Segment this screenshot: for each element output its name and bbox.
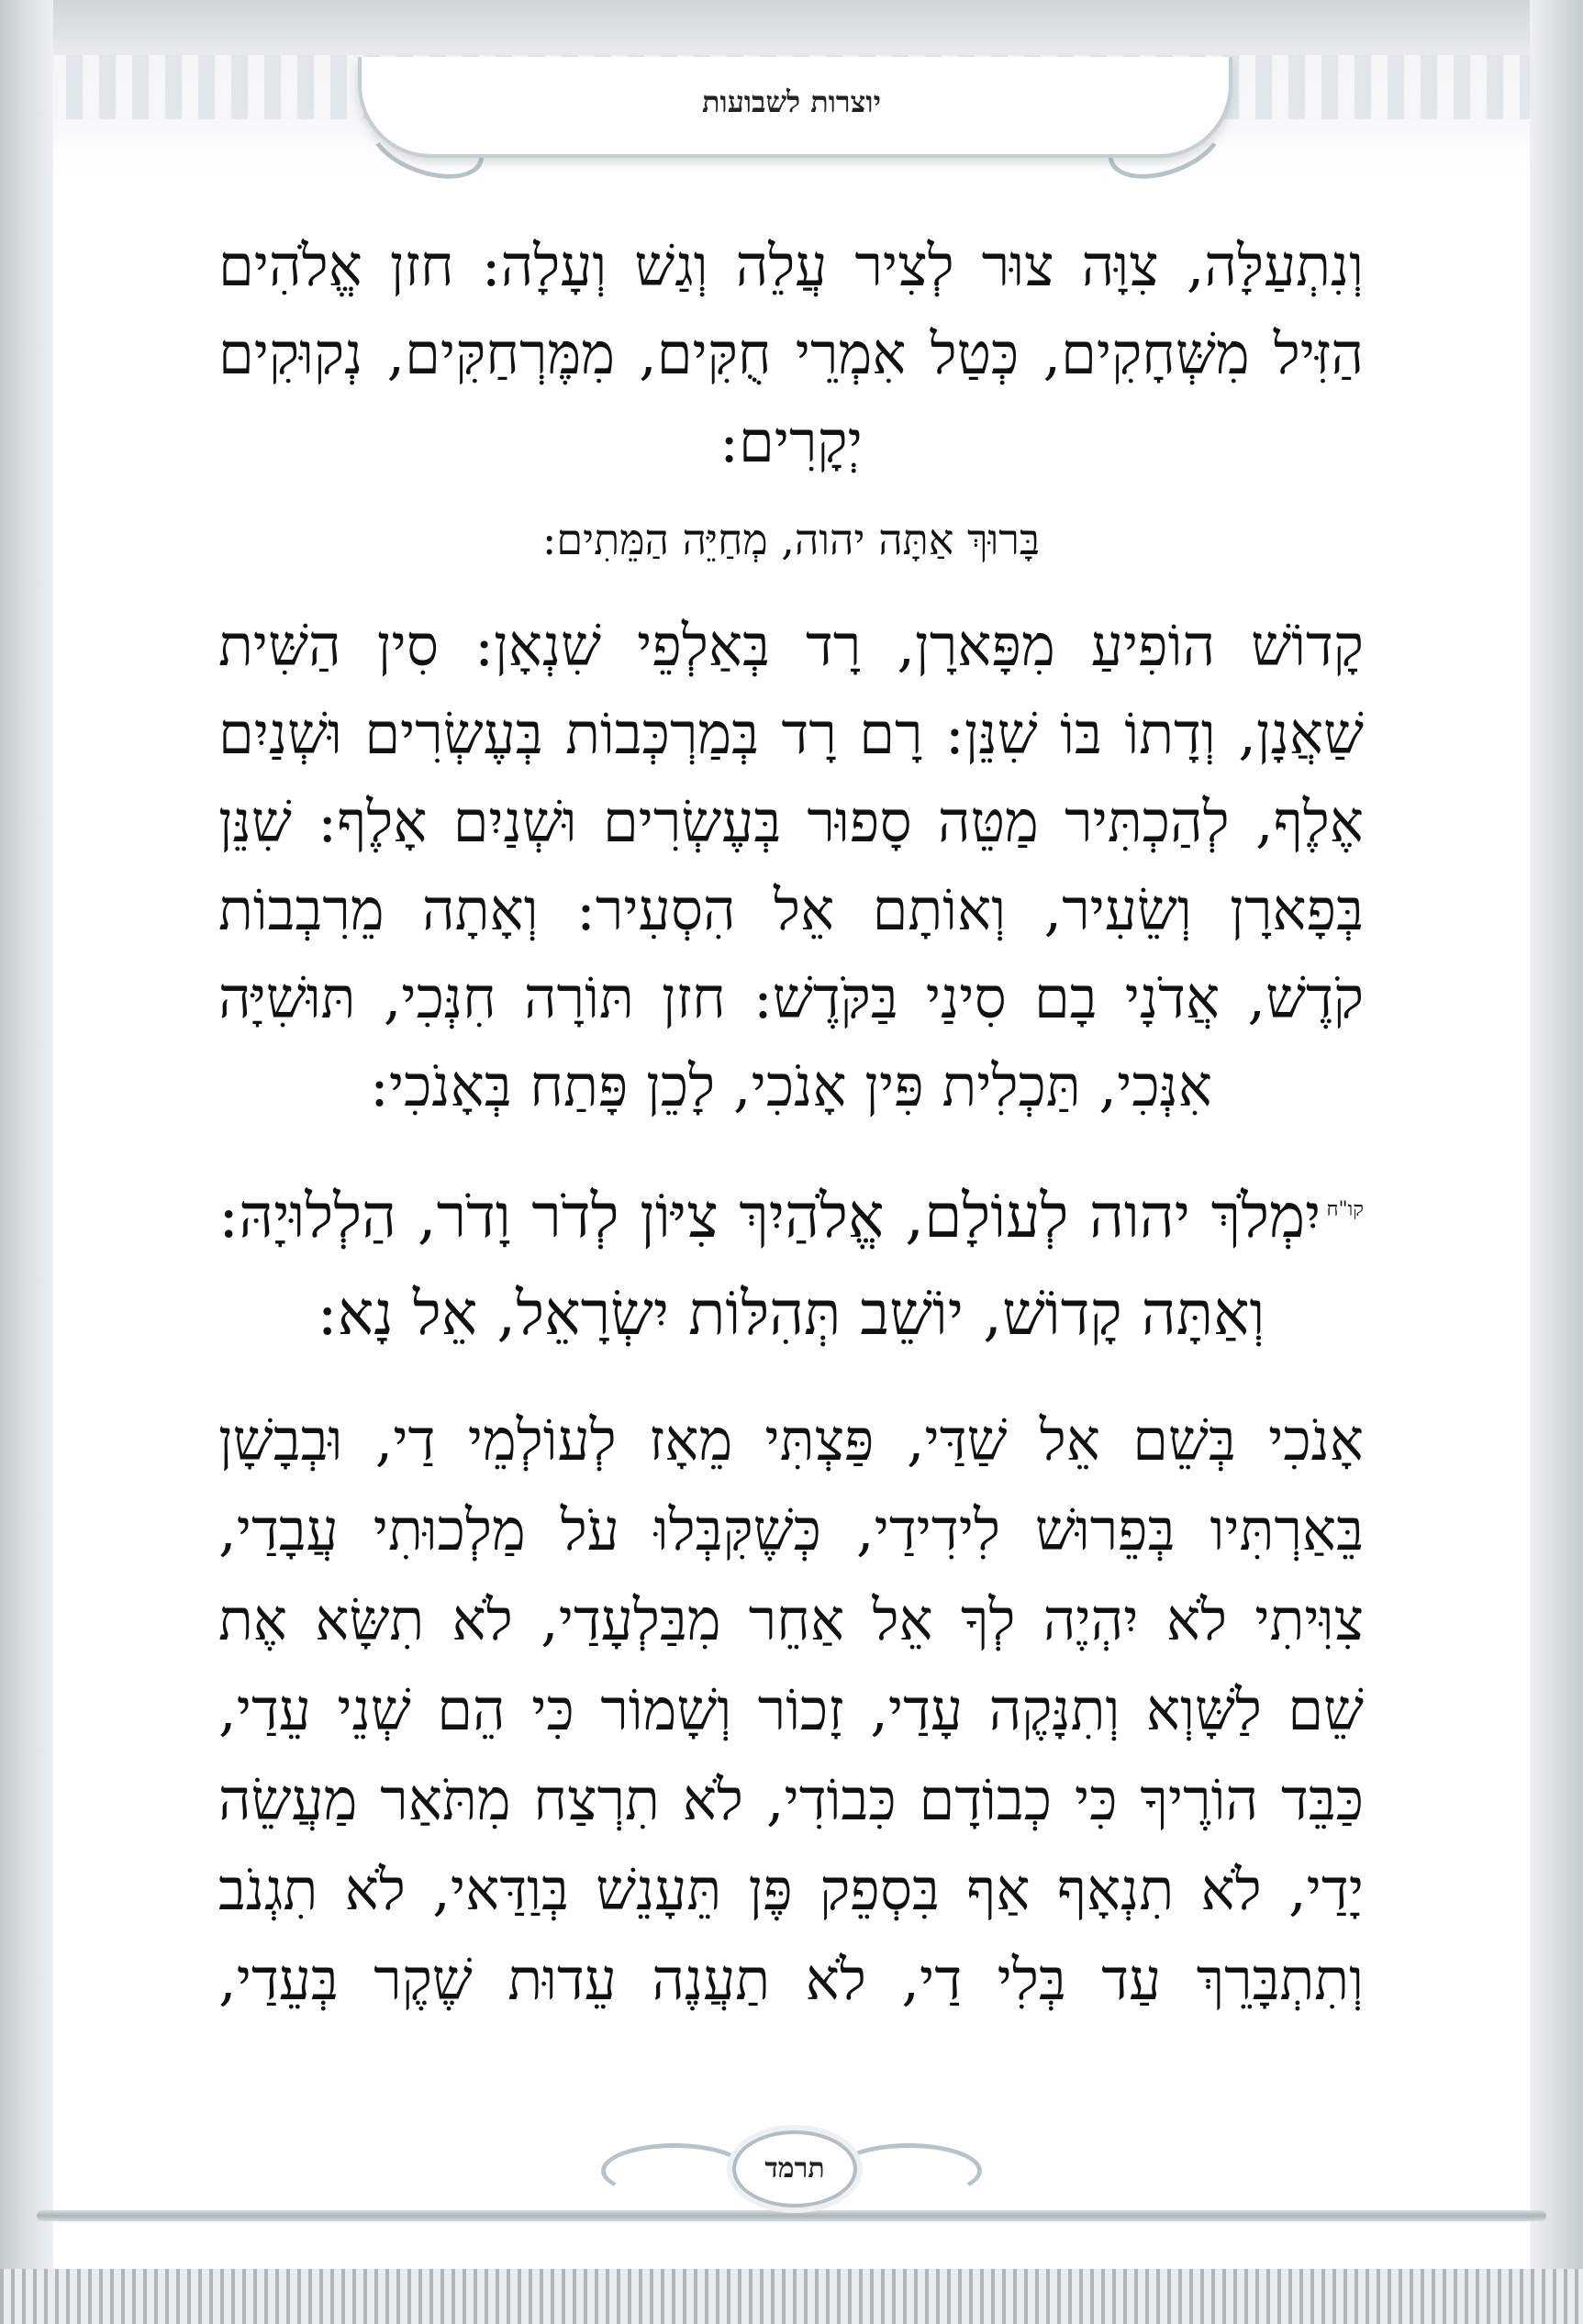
paragraph-4: אָנֹכִי בְּשֵׁם אֵל שַׁדַּי, פַּצְתִּי מֵאָז לְעוֹלְמֵי דַי, וּבְבָשָׁן בֵּאַרְתִּיו בְּפֵרוּשׁ לִידִידַי, כְּשֶׁקִּבְּלוּ עֹל מַלְכוּתִי עֲבָדַי, צִוִּיתִי לֹא יִהְיֶה לְךָ אֵל אַחֵר מִבַּלְעָדַי, לֹא תִשָּׂא אֶת שֵׁם לַשָּׁוְא וְתִנָּקֶה עָדַי, זָכוֹר וְשָׁמוֹר כִּי הֵם שְׁנֵי עֵדַי, כַּבֵּד הוֹרֶיךָ כִּי כְבוֹדָם כִּבוֹדִי, לֹא תִרְצַח מִתֹּאַר מַעֲשֵׂה יָדַי, לֹא תִנְאָף אַף בִּסְפֵק פֶּן תֵּעָנֵשׁ בְּוַדַּאי, לֹא תִגְנֹב וְתִתְבָּרֵךְ עַד בְּלִי דַי, לֹא תַעֲנֶה עֵדוּת שֶׁקֶר בְּעֵדַי,	[218, 1407, 1364, 2013]
blessing-line: בָּרוּךְ אַתָּה יהוה, מְחַיֵּה הַמֵּתִים:	[541, 515, 1041, 564]
left-border	[0, 0, 53, 2324]
paragraph-3-text: יִמְלֹךְ יהוה לְעוֹלָם, אֱלֹהַיִךְ צִיּוֹן לְדֹר וָדֹר, הַלְלוּיָהּ: וְאַתָּה קָדוֹשׁ, יוֹשֵׁב תְּהִלּוֹת יִשְׂרָאֵל, אֵל נָא:	[218, 1181, 1321, 1349]
reading-marker: קו"ח	[1326, 1198, 1364, 1221]
bottom-rule	[37, 2210, 1546, 2221]
page-number: תרמד	[732, 2130, 857, 2207]
ornament-swirl-left	[601, 2143, 748, 2198]
paragraph-3	[218, 1162, 1364, 1362]
ornament-swirl-right	[835, 2143, 982, 2198]
paragraph-2: קָדוֹשׁ הוֹפִיעַ מִפָּארָן, רָד בְּאַלְפֵי שִׁנְאָן: סִין הַשִּׁית שַׁאֲנָן, וְדָתוֹ בּוֹ שִׁנֵּן: רָם רָד בְּמַרְכְּבוֹת בְּעֶשְׂרִים וּשְׁנַיִם אֶלֶף, לְהַכְתִּיר מַטֵּה סָפוּר בְּעֶשְׂרִים וּשְׁנַיִם אָלֶף: שִׁנֵּן בְּפָארָן וְשֵׂעִיר, וְאוֹתָם אֵל הִסְעִיר: וְאָתָה מֵרִבְבוֹת קֹדֶשׁ, אֲדֹנָי בָם סִינַי בַּקֹּדֶשׁ: חזן תּוֹרָה חִנְּכִי, תּוּשִׁיָּה אִנְּכִי, תַּכְלִית פִּין אָנֹכִי, לָכֵן פָּתַח בְּאָנֹכִי:	[218, 612, 1364, 1119]
running-header: יוצרות לשבועות	[702, 84, 881, 119]
right-border	[1530, 0, 1583, 2324]
paragraph-1: וְנִתְעַלָּה, צִוָּה צוּר לְצִיר עֲלֵה וְגַשׁ וְעָלָה: חזן אֱלֹהִים הַזִּיל מִשְּׁחָקִים, כְּטַל אִמְרֵי חֻקִּים, מִמֶּרְחַקִּים, נְקוּקִים יְקָרִים:	[218, 232, 1364, 475]
bottom-border	[0, 2269, 1583, 2324]
page-body	[218, 222, 1364, 2025]
